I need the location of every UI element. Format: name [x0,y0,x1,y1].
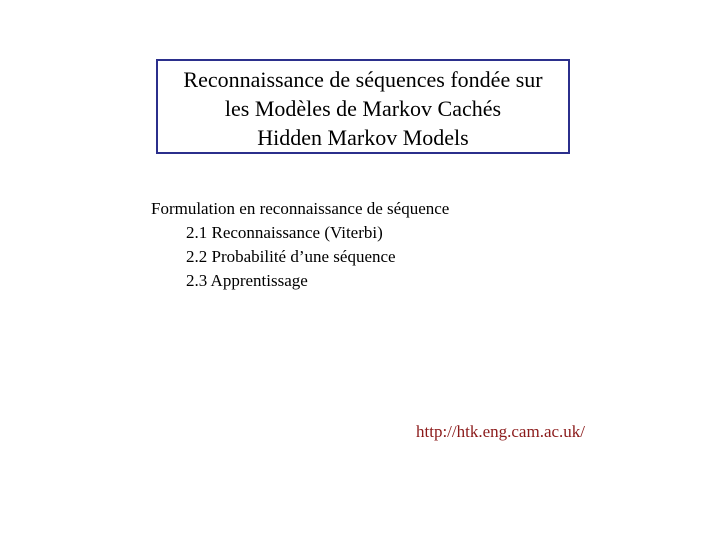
title-line-2: les Modèles de Markov Cachés [224,96,502,121]
htk-link[interactable]: http://htk.eng.cam.ac.uk/ [416,422,586,441]
outline-item-apprentissage: 2.3 Apprentissage [186,271,308,290]
outline [151,197,449,293]
outline-item-viterbi: 2.1 Reconnaissance (Viterbi) [186,223,383,242]
outline-heading: Formulation en reconnaissance de séquence [151,199,450,218]
outline-item-probabilite: 2.2 Probabilité d’une séquence [186,247,396,266]
title-box [156,59,570,154]
title-line-1: Reconnaissance de séquences fondée sur [183,67,543,92]
title-line-3: Hidden Markov Models [257,125,469,150]
